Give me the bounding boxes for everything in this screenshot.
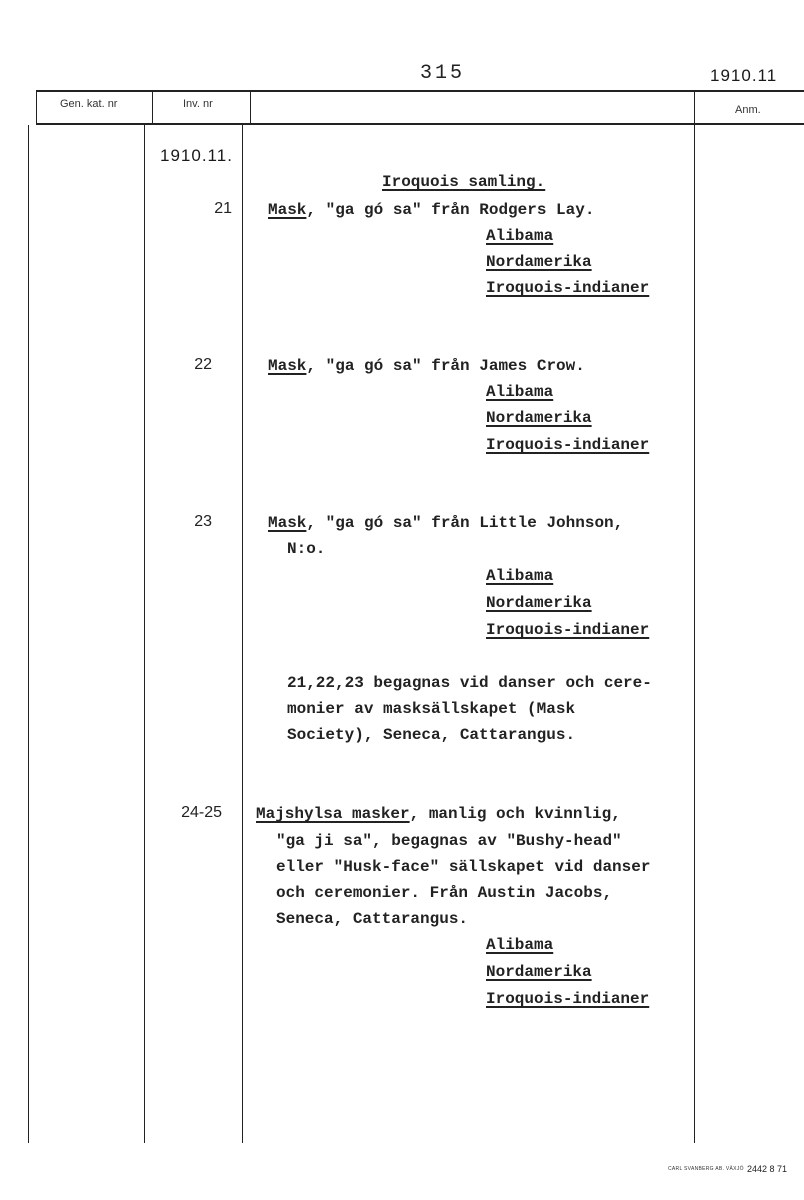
collection-title-text: Iroquois samling. (382, 173, 546, 191)
entry-22-description (268, 357, 585, 375)
note-line-1: 21,22,23 begagnas vid danser och cere- (287, 674, 652, 692)
entry-24-25-people: Iroquois-indianer (486, 990, 650, 1008)
inv-number-22: 22 (194, 356, 212, 373)
col-header-anm: Anm. (735, 104, 761, 116)
inv-number-23: 23 (194, 513, 212, 530)
entry-23-object: Mask (268, 514, 307, 532)
entry-21-object: Mask (268, 201, 307, 219)
entry-24-25-line-2: "ga ji sa", begagnas av "Bushy-head" (276, 832, 622, 850)
col-divider-left-edge (36, 90, 37, 125)
footer-code: 2442 8 71 (747, 1164, 788, 1174)
entry-21-description (268, 201, 594, 219)
footer-printer: CARL SVANBERG AB. VÄXJÖ (668, 1166, 744, 1172)
date-entry: 1910.11. (160, 146, 233, 165)
entry-22-region: Nordamerika (486, 409, 592, 427)
page-number: 315 (420, 62, 466, 85)
col-divider-2 (250, 90, 251, 125)
entry-21-region: Nordamerika (486, 253, 592, 271)
col-divider-2-body (242, 125, 243, 1143)
entry-24-25-line-3: eller "Husk-face" sällskapet vid danser (276, 858, 651, 876)
date-header: 1910.11 (710, 66, 778, 85)
inv-number-21: 21 (214, 200, 232, 217)
entry-24-25-rest: , manlig och kvinnlig, (409, 805, 621, 823)
entry-21-place: Alibama (486, 227, 554, 245)
col-divider-1-body (144, 125, 145, 1143)
entry-22-people: Iroquois-indianer (486, 436, 650, 454)
entry-23-people: Iroquois-indianer (486, 621, 650, 639)
col-divider-1 (152, 90, 153, 125)
entry-22-rest: , "ga gó sa" från James Crow. (306, 357, 585, 375)
entry-24-25-region: Nordamerika (486, 963, 592, 981)
note-line-2: monier av masksällskapet (Mask (287, 700, 576, 718)
entry-24-25-object: Majshylsa masker (256, 805, 410, 823)
inv-number-24-25: 24-25 (181, 804, 222, 821)
col-header-gen-kat: Gen. kat. nr (60, 98, 118, 110)
entry-23-place: Alibama (486, 567, 554, 585)
left-margin-rule (28, 125, 29, 1143)
entry-22-object: Mask (268, 357, 307, 375)
entry-23-description-line2: N:o. (287, 540, 326, 558)
entry-23-description (268, 514, 623, 532)
entry-21-rest: , "ga gó sa" från Rodgers Lay. (306, 201, 595, 219)
entry-23-region: Nordamerika (486, 594, 592, 612)
col-divider-3 (694, 90, 695, 1143)
col-header-inv: Inv. nr (183, 98, 213, 110)
entry-22-place: Alibama (486, 383, 554, 401)
entry-24-25-place: Alibama (486, 936, 554, 954)
entry-24-25-line-4: och ceremonier. Från Austin Jacobs, (276, 884, 613, 902)
entry-23-rest: , "ga gó sa" från Little Johnson, (306, 514, 624, 532)
entry-24-25-line-5: Seneca, Cattarangus. (276, 910, 469, 928)
entry-21-people: Iroquois-indianer (486, 279, 650, 297)
note-line-3: Society), Seneca, Cattarangus. (287, 726, 576, 744)
collection-title (382, 173, 545, 191)
entry-24-25-description (256, 805, 621, 823)
